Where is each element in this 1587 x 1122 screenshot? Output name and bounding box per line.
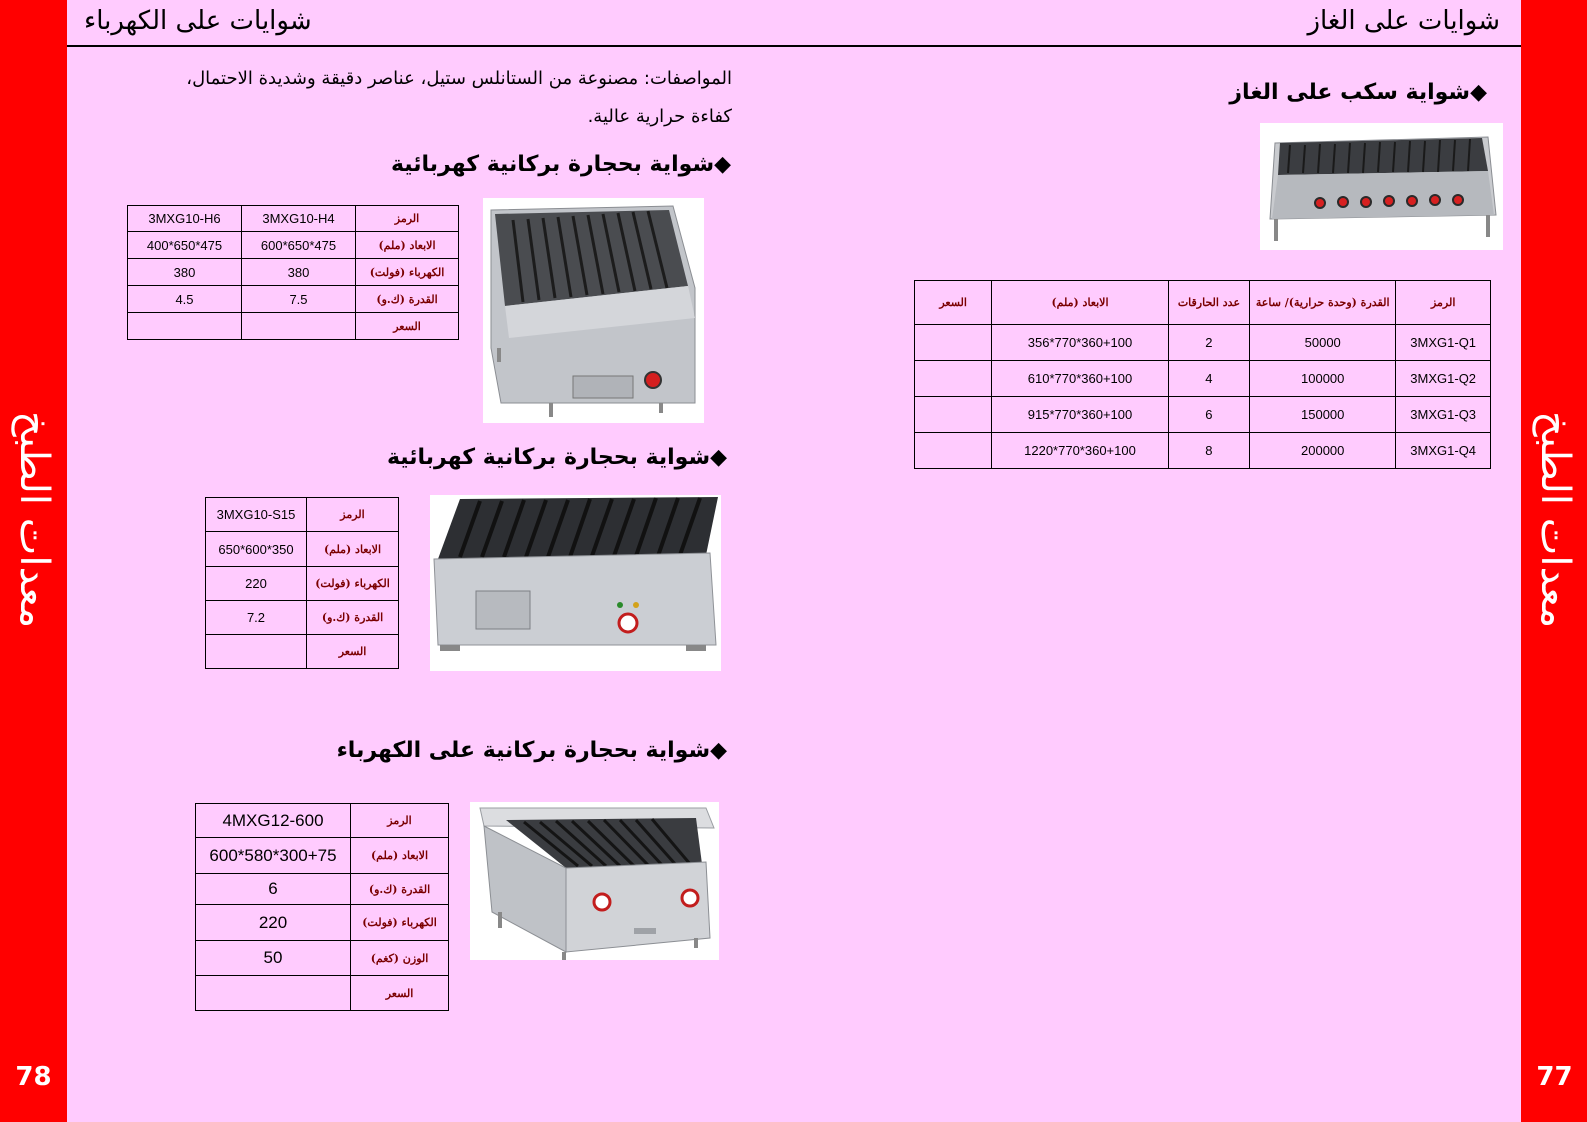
- e1-power-b: 4.5: [128, 286, 242, 313]
- e3-code: 4MXG12-600: [196, 804, 351, 838]
- e2-dimensions: 650*600*350: [206, 532, 307, 567]
- e2-code: 3MXG10-S15: [206, 498, 307, 532]
- electric-grill-2-title: ◆شواية بحجارة بركانية كهربائية: [386, 445, 727, 470]
- e3-label-code: الرمز: [351, 804, 449, 838]
- electric-grill-1-table: [127, 205, 459, 340]
- e1-volt-b: 380: [128, 259, 242, 286]
- page-number-left: 78: [15, 1062, 52, 1092]
- e1-dim-a: 600*650*475: [242, 232, 356, 259]
- e3-price: [196, 976, 351, 1011]
- e1-code-a: 3MXG10-H4: [242, 206, 356, 232]
- e2-label-dimensions: الابعاد (ملم): [307, 532, 399, 567]
- e2-label-code: الرمز: [307, 498, 399, 532]
- e3-voltage: 220: [196, 905, 351, 941]
- gas-row3-power: 150000: [1250, 397, 1396, 433]
- electric-grill-2-photo: [430, 495, 721, 671]
- gas-header-price: السعر: [915, 281, 992, 325]
- gas-header-power: القدرة (وحدة حرارية)/ ساعة: [1250, 281, 1396, 325]
- gas-row3-price: [915, 397, 992, 433]
- gas-row1-burners: 2: [1168, 325, 1249, 361]
- gas-grill-table: [914, 280, 1491, 469]
- e2-label-voltage: الكهرباء (فولت): [307, 567, 399, 601]
- sidebar-label-left: معدات الطبخ: [11, 411, 57, 629]
- e2-price: [206, 635, 307, 669]
- electric-grill-3-table: [195, 803, 449, 1011]
- e1-power-a: 7.5: [242, 286, 356, 313]
- gas-row3-burners: 6: [1168, 397, 1249, 433]
- e1-price-a: [242, 313, 356, 340]
- e3-label-price: السعر: [351, 976, 449, 1011]
- e1-label-price: السعر: [356, 313, 459, 340]
- e1-label-code: الرمز: [356, 206, 459, 232]
- e1-price-b: [128, 313, 242, 340]
- gas-row4-code: 3MXG1-Q4: [1396, 433, 1491, 469]
- e1-label-voltage: الكهرباء (فولت): [356, 259, 459, 286]
- gas-row4-dimensions: 1220*770*360+100: [992, 433, 1169, 469]
- gas-row1-power: 50000: [1250, 325, 1396, 361]
- gas-row4-power: 200000: [1250, 433, 1396, 469]
- gas-row4-burners: 8: [1168, 433, 1249, 469]
- gas-row3-dimensions: 915*770*360+100: [992, 397, 1169, 433]
- gas-row1-price: [915, 325, 992, 361]
- e3-label-power: القدرة (ك.و): [351, 874, 449, 905]
- e1-label-power: القدرة (ك.و): [356, 286, 459, 313]
- e1-volt-a: 380: [242, 259, 356, 286]
- gas-row2-power: 100000: [1250, 361, 1396, 397]
- gas-grill-photo: [1260, 123, 1503, 250]
- header-divider: [67, 45, 1521, 47]
- e3-label-voltage: الكهرباء (فولت): [351, 905, 449, 941]
- electric-grill-1-title: ◆شواية بحجارة بركانية كهربائية: [390, 152, 731, 177]
- specs-intro: [86, 60, 732, 136]
- electric-grill-3-photo: [470, 802, 719, 960]
- e2-voltage: 220: [206, 567, 307, 601]
- e3-label-dimensions: الابعاد (ملم): [351, 838, 449, 874]
- e2-label-power: القدرة (ك.و): [307, 601, 399, 635]
- gas-header-burners: عدد الحارقات: [1168, 281, 1249, 325]
- specs-line-2: كفاءة حرارية عالية.: [587, 106, 732, 127]
- specs-line-1: المواصفات: مصنوعة من الستانلس ستيل، عناصر دقيقة وشديدة الاحتمال،: [186, 68, 732, 89]
- left-sidebar: [0, 0, 67, 1122]
- e3-weight: 50: [196, 941, 351, 976]
- gas-header-code: الرمز: [1396, 281, 1491, 325]
- e2-label-price: السعر: [307, 635, 399, 669]
- gas-row2-price: [915, 361, 992, 397]
- gas-row1-dimensions: 356*770*360+100: [992, 325, 1169, 361]
- e3-label-weight: الوزن (كغم): [351, 941, 449, 976]
- e1-dim-b: 400*650*475: [128, 232, 242, 259]
- electric-grill-2-table: [205, 497, 399, 669]
- gas-row2-burners: 4: [1168, 361, 1249, 397]
- e2-power: 7.2: [206, 601, 307, 635]
- electric-grill-1-photo: [483, 198, 704, 423]
- electric-grill-3-title: ◆شواية بحجارة بركانية على الكهرباء: [336, 738, 727, 763]
- gas-row3-code: 3MXG1-Q3: [1396, 397, 1491, 433]
- e1-label-dimensions: الابعاد (ملم): [356, 232, 459, 259]
- gas-row1-code: 3MXG1-Q1: [1396, 325, 1491, 361]
- gas-row4-price: [915, 433, 992, 469]
- e1-code-b: 3MXG10-H6: [128, 206, 242, 232]
- gas-header-dimensions: الابعاد (ملم): [992, 281, 1169, 325]
- e3-dimensions: 600*580*300+75: [196, 838, 351, 874]
- gas-row2-code: 3MXG1-Q2: [1396, 361, 1491, 397]
- e3-power: 6: [196, 874, 351, 905]
- header-title-right: شوايات على الغاز: [1307, 6, 1500, 36]
- gas-row2-dimensions: 610*770*360+100: [992, 361, 1169, 397]
- right-sidebar: [1521, 0, 1587, 1122]
- header-title-left: شوايات على الكهرباء: [84, 6, 312, 36]
- sidebar-label-right: معدات الطبخ: [1532, 411, 1578, 629]
- page-number-right: 77: [1536, 1062, 1573, 1092]
- gas-grill-title: ◆شواية سكب على الغاز: [1229, 80, 1487, 105]
